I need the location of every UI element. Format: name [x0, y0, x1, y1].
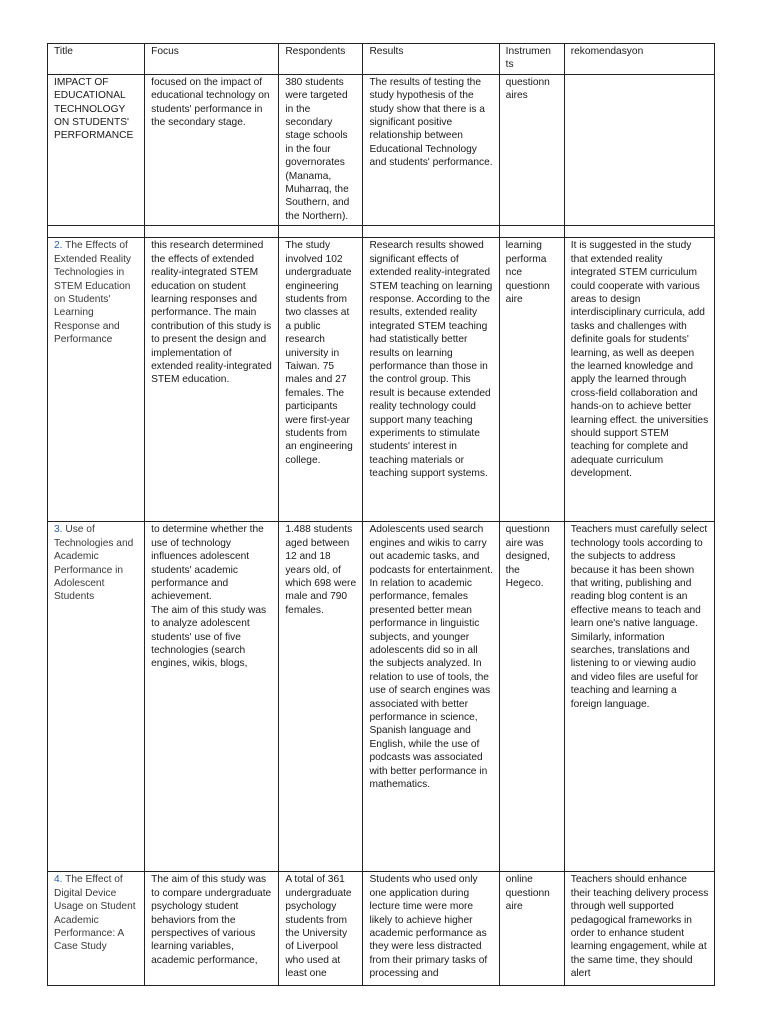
cell-focus: The aim of this study was to compare undergraduate psychology student behaviors from the perspectives of various learning variables, academic performance,: [145, 872, 279, 986]
cell-rekomendasyon: Teachers must carefully select technology tools according to the subjects to address because it has been shown that writing, publishing and reading blog content is an effective means to teach and learn one's native language. Similarly, information searches, translations and listening to or viewing audio and video files are useful for teaching and learning a foreign language.: [564, 522, 714, 872]
cell-focus: focused on the impact of educational technology on students' performance in the secondary stage.: [145, 74, 279, 225]
cell-results: Students who used only one application during lecture time were more likely to achieve higher academic performance as they were less distracted from their primary tasks of processing and: [363, 872, 499, 986]
cell-instruments: questionn aires: [499, 74, 564, 225]
cell-respondents: 380 students were targeted in the secondary stage schools in the four governorates (Manama, Muharraq, the Southern, and the Northern).: [279, 74, 363, 225]
cell-rekomendasyon: Teachers should enhance their teaching delivery process through well supported pedagogical frameworks in order to enhance student learning engagement, while at the same time, they should alert: [564, 872, 714, 986]
row-number: 3.: [54, 524, 63, 536]
cell-respondents: 1.488 students aged between 12 and 18 years old, of which 698 were male and 790 females.: [279, 522, 363, 872]
cell-title: [48, 522, 145, 872]
header-respondents: Respondents: [279, 44, 363, 75]
cell-results: Adolescents used search engines and wikis to carry out academic tasks, and podcasts for entertainment. In relation to academic performance, females presented better mean performance in linguistic subjects, and younger adolescents did so in all the subjects analyzed. In relation to use of tools, the use of search engines was associated with better performance in science, Spanish language and English, while the use of podcasts was associated with better performance in mathematics.: [363, 522, 499, 872]
cell-title: [48, 74, 145, 225]
cell-title: [48, 872, 145, 986]
cell-focus: this research determined the effects of extended reality-integrated STEM education on student learning responses and performance. The main contribution of this study is to present the design and implementation of extended reality-integrated STEM education.: [145, 238, 279, 522]
row-number: 4.: [54, 874, 63, 886]
row-number: 2.: [54, 240, 63, 252]
header-results: Results: [363, 44, 499, 75]
document-page: [47, 43, 715, 986]
cell-results: The results of testing the study hypothesis of the study show that there is a significant positive relationship between Educational Technology and students' performance.: [363, 74, 499, 225]
header-rekomendasyon: rekomendasyon: [564, 44, 714, 75]
cell-respondents: A total of 361 undergraduate psychology students from the University of Liverpool who used at least one: [279, 872, 363, 986]
cell-focus: to determine whether the use of technology influences adolescent students' academic performance and achievement. The aim of this study was to analyze adolescent students' use of five technologies (search engines, wikis, blogs,: [145, 522, 279, 872]
header-focus: Focus: [145, 44, 279, 75]
table-row: [48, 522, 715, 872]
cell-instruments: questionn aire was designed, the Hegeco.: [499, 522, 564, 872]
cell-results: Research results showed significant effects of extended reality-integrated STEM teaching on learning response. According to the results, extended reality integrated STEM teaching had statistically better results on learning performance than those in the control group. This result is because extended reality technology could support many teaching experiments to stimulate students' interest in teaching materials or teaching support systems.: [363, 238, 499, 522]
cell-rekomendasyon: It is suggested in the study that extended reality integrated STEM curriculum could cooperate with various areas to design interdisciplinary curricula, add tasks and challenges with definite goals for students' learning, as well as deepen the learned knowledge and apply the learned through cross-field collaboration and hands-on to achieve better learning effect. the universities should support STEM teaching for complete and adequate curriculum development.: [564, 238, 714, 522]
cell-respondents: The study involved 102 undergraduate engineering students from two classes at a public research university in Taiwan. 75 males and 27 females. The participants were first-year students from an engineering college.: [279, 238, 363, 522]
cell-instruments: online questionn aire: [499, 872, 564, 986]
table-row: [48, 74, 715, 225]
table-row: [48, 238, 715, 522]
cell-rekomendasyon: [564, 74, 714, 225]
table-spacer-row: [48, 226, 715, 238]
header-title: Title: [48, 44, 145, 75]
row-title: IMPACT OF EDUCATIONAL TECHNOLOGY ON STUDENTS' PERFORMANCE: [54, 76, 134, 142]
research-table: [47, 43, 715, 986]
cell-title: [48, 238, 145, 522]
row-title: Use of Technologies and Academic Performance in Adolescent Students: [54, 524, 134, 603]
table-row: [48, 872, 715, 986]
table-header-row: [48, 44, 715, 75]
row-title: The Effect of Digital Device Usage on Student Academic Performance: A Case Study: [54, 874, 136, 953]
cell-instruments: learning performa nce questionn aire: [499, 238, 564, 522]
row-title: The Effects of Extended Reality Technologies in STEM Education on Students' Learning Response and Performance: [54, 240, 132, 346]
header-instruments: Instrumen ts: [499, 44, 564, 75]
